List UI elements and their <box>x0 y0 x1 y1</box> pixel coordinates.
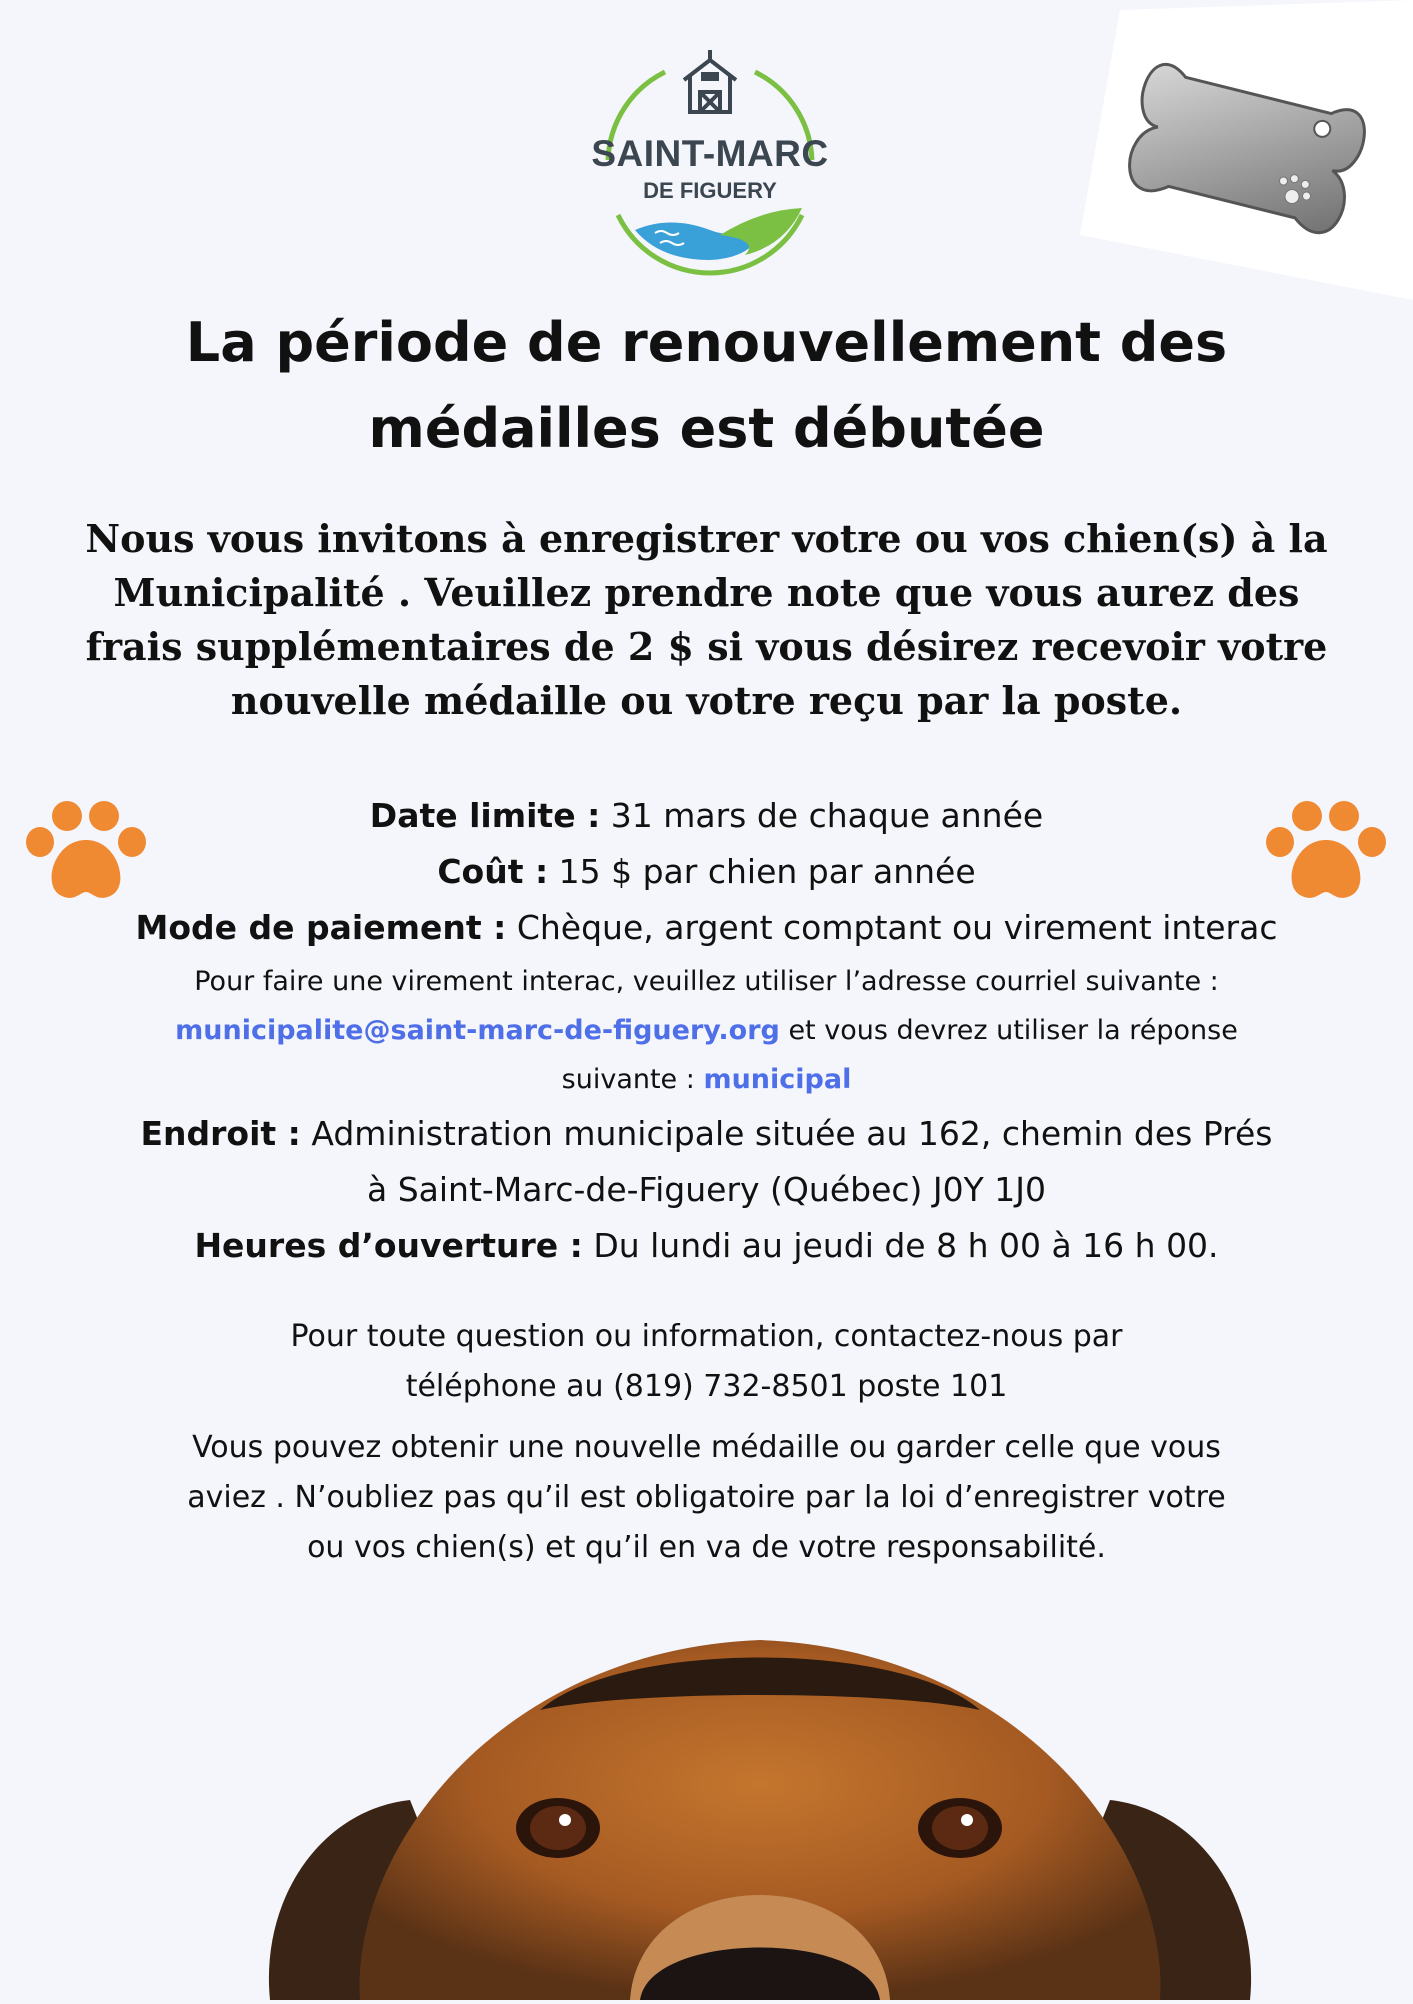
interac-line1: Pour faire une virement interac, veuillez utiliser l’adresse courriel suivante : <box>194 966 1219 997</box>
payment-line <box>100 900 1313 956</box>
logo-name-line1: SAINT-MARC <box>591 133 829 174</box>
hours-line <box>100 1218 1313 1274</box>
cost-label: Coût : <box>437 852 549 891</box>
municipality-logo <box>560 40 860 290</box>
place-line <box>100 1106 1313 1162</box>
interac-answer: municipal <box>703 1064 852 1095</box>
cost-value: 15 $ par chien par année <box>548 852 976 891</box>
barn-icon <box>684 50 736 112</box>
interac-line2-rest: et vous devrez utiliser la réponse <box>779 1015 1238 1046</box>
intro-paragraph: Nous vous invitons à enregistrer votre ou vos chien(s) à la Municipalité . Veuillez prendre note que vous aurez des frais supplémentaires de 2 $ si vous désirez recevoir votre nouvelle médaille ou votre reçu par la poste. <box>85 516 1328 723</box>
payment-value: Chèque, argent comptant ou virement interac <box>506 908 1278 947</box>
place-line2: à Saint-Marc-de-Figuery (Québec) J0Y 1J0 <box>367 1170 1046 1209</box>
contact-block <box>180 1312 1233 1412</box>
interac-line3 <box>100 1055 1313 1105</box>
notice-paragraph: Vous pouvez obtenir une nouvelle médaille ou garder celle que vous aviez . N’oubliez pas qu’il est obligatoire par la loi d’enregistrer votre ou vos chien(s) et qu’il en va de votre responsabilité. <box>187 1430 1226 1565</box>
hours-label: Heures d’ouverture : <box>194 1226 583 1265</box>
place-label: Endroit : <box>140 1114 301 1153</box>
hours-value: Du lundi au jeudi de 8 h 00 à 16 h 00. <box>582 1226 1219 1265</box>
page-title: La période de renouvellement des médailles est débutée <box>185 311 1228 460</box>
deadline-value: 31 mars de chaque année <box>600 796 1044 835</box>
dog-tag-image <box>1080 0 1413 335</box>
place-value: Administration municipale située au 162, chemin des Prés <box>300 1114 1273 1153</box>
interac-line3-prefix: suivante : <box>561 1064 704 1095</box>
dog-photo <box>240 1600 1280 2000</box>
cost-line <box>100 844 1313 900</box>
deadline-label: Date limite : <box>369 796 601 835</box>
payment-label: Mode de paiement : <box>135 908 507 947</box>
deadline-line <box>100 788 1313 844</box>
contact-line2: téléphone au (819) 732-8501 poste 101 <box>405 1369 1008 1404</box>
email-link[interactable]: municipalite@saint-marc-de-figuery.org <box>175 1015 780 1046</box>
logo-name-line2: DE FIGUERY <box>643 178 777 203</box>
interac-line2 <box>100 1006 1313 1056</box>
contact-line1: Pour toute question ou information, contactez-nous par <box>290 1319 1123 1354</box>
